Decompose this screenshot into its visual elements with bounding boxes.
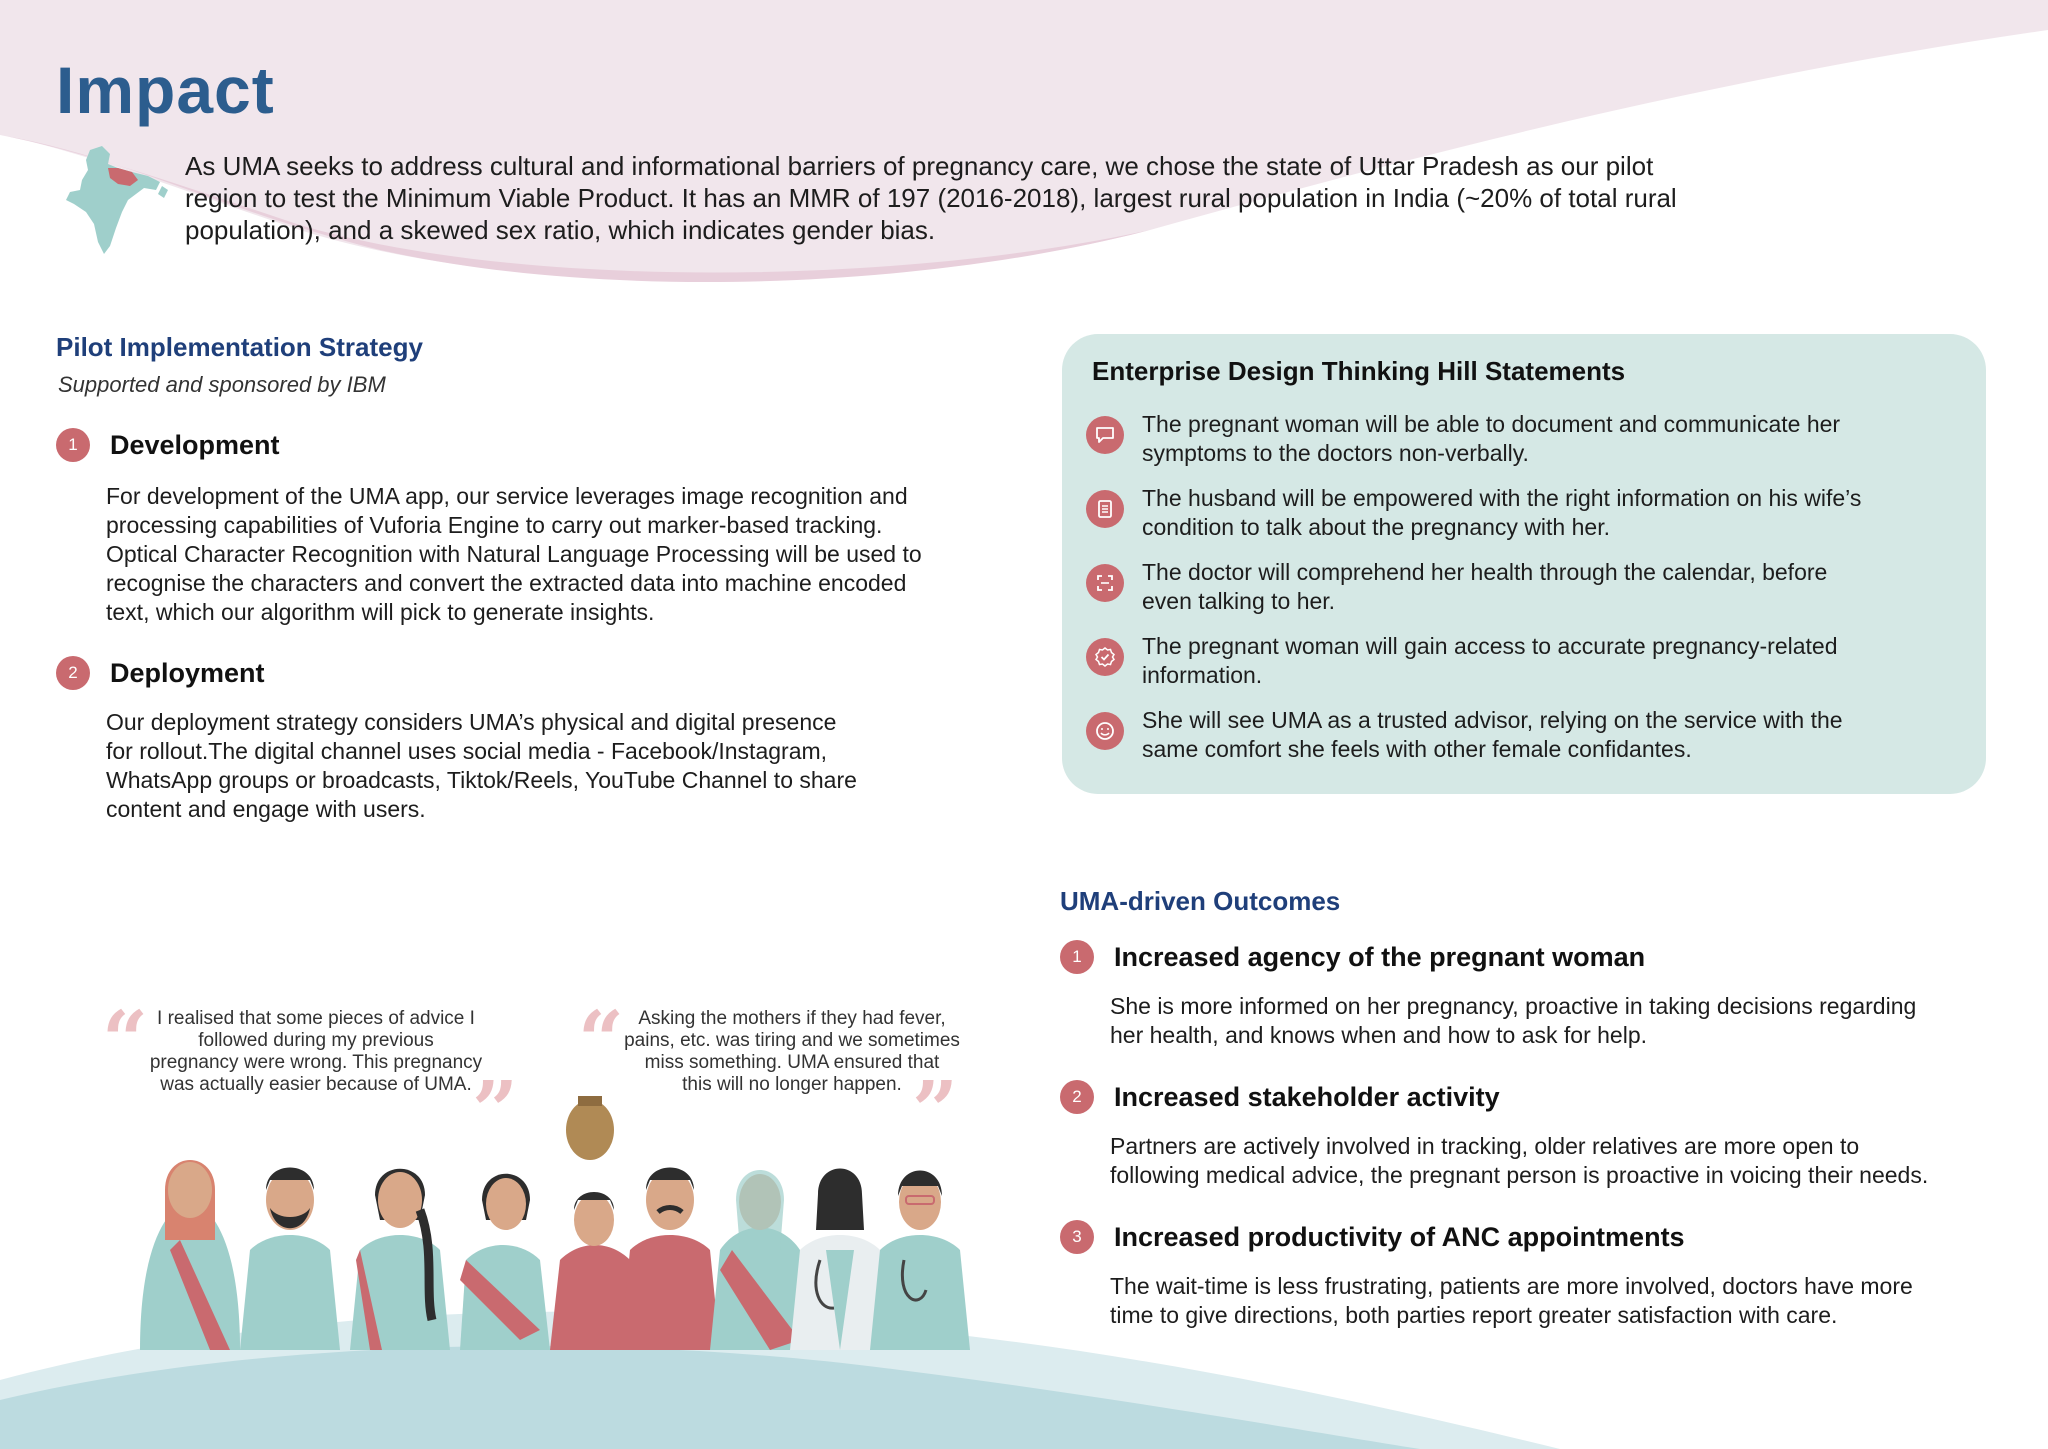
quote-patient <box>136 1008 496 1096</box>
text-line: text, which our algorithm will pick to generate insights. <box>106 599 655 625</box>
outcome-title: Increased stakeholder activity <box>1114 1081 1500 1112</box>
person-man-icon <box>240 1168 340 1351</box>
step-number-badge: 1 <box>56 428 90 462</box>
hill-statements-card <box>1062 334 1986 794</box>
hill-item <box>1086 706 1942 764</box>
hill-text-line: The pregnant woman will gain access to accurate pregnancy-related <box>1142 633 1838 659</box>
quote-line: followed during my previous <box>198 1030 434 1051</box>
verified-badge-icon <box>1086 638 1124 676</box>
text-line: following medical advice, the pregnant person is proactive in voicing their needs. <box>1110 1162 1929 1188</box>
document-icon <box>1086 490 1124 528</box>
page-title: Impact <box>56 53 275 127</box>
intro-text: As UMA seeks to address cultural and informational barriers of pregnancy care, we chose the state of Uttar Pradesh as our pilot region to test the Minimum Viable Product. It has an MMR of 197 (2016-2018), largest rural population in India (~20% of total rural population), and a skewed sex ratio, which indicates gender bias. <box>185 151 1677 245</box>
hill-text-line: She will see UMA as a trusted advisor, relying on the service with the <box>1142 707 1843 733</box>
hill-text-line: The husband will be empowered with the right information on his wife’s <box>1142 485 1862 511</box>
smile-icon <box>1086 712 1124 750</box>
hill-text-line: information. <box>1142 662 1263 688</box>
close-quote-icon: ” <box>912 1063 959 1157</box>
pilot-section-title: Pilot Implementation Strategy <box>56 332 423 362</box>
person-nurse-icon <box>870 1171 970 1351</box>
text-line: for rollout.The digital channel uses social media - Facebook/Instagram, <box>106 738 828 764</box>
quote-line: this will no longer happen. <box>682 1074 902 1095</box>
outcome-number-badge: 3 <box>1060 1220 1094 1254</box>
hill-text-line: same comfort she feels with other female confidantes. <box>1142 736 1692 762</box>
india-map-icon <box>52 142 172 262</box>
hill-text-line: condition to talk about the pregnancy with her. <box>1142 514 1610 540</box>
text-line: time to give directions, both parties report greater satisfaction with care. <box>1110 1302 1838 1328</box>
outcome-title: Increased productivity of ANC appointments <box>1114 1221 1685 1252</box>
close-quote-icon: ” <box>472 1063 519 1157</box>
hill-item <box>1086 484 1942 542</box>
open-quote-icon: “ <box>578 993 625 1087</box>
hill-text-line: The doctor will comprehend her health through the calendar, before <box>1142 559 1828 585</box>
person-woman-icon <box>460 1174 550 1350</box>
text-line: her health, and knows when and how to ask for help. <box>1110 1022 1648 1048</box>
person-man-icon <box>620 1168 720 1351</box>
step-title: Deployment <box>110 657 265 688</box>
quote-line: was actually easier because of UMA. <box>160 1074 472 1095</box>
hill-item <box>1086 632 1942 690</box>
quote-line: I realised that some pieces of advice I <box>157 1008 475 1029</box>
outcome-stakeholder <box>1060 1080 1500 1114</box>
quote-line: Asking the mothers if they had fever, <box>638 1008 946 1029</box>
step-deployment-text <box>106 708 1006 824</box>
outcome-agency <box>1060 940 1645 974</box>
hill-statements-title: Enterprise Design Thinking Hill Statements <box>1092 356 1626 386</box>
step-development <box>56 428 280 462</box>
text-line: Our deployment strategy considers UMA’s physical and digital presence <box>106 709 837 735</box>
outcome-productivity-text <box>1110 1272 2030 1330</box>
outcome-productivity <box>1060 1220 1685 1254</box>
quote-line: miss something. UMA ensured that <box>644 1052 940 1073</box>
outcome-agency-text <box>1110 992 2010 1050</box>
quote-line: pregnancy were wrong. This pregnancy <box>149 1052 483 1073</box>
text-line: Optical Character Recognition with Natural Language Processing will be used to <box>106 541 922 567</box>
community-illustration <box>120 1090 1000 1350</box>
person-elder-woman-icon <box>140 1160 240 1350</box>
outcome-number-badge: 1 <box>1060 940 1094 974</box>
hill-item <box>1086 558 1942 616</box>
text-line: content and engage with users. <box>106 796 426 822</box>
outcome-number-badge: 2 <box>1060 1080 1094 1114</box>
step-number-badge: 2 <box>56 656 90 690</box>
scan-icon <box>1086 564 1124 602</box>
text-line: processing capabilities of Vuforia Engine to carry out marker-based tracking. <box>106 512 883 538</box>
hill-text-line: The pregnant woman will be able to document and communicate her <box>1142 411 1841 437</box>
text-line: The wait-time is less frustrating, patients are more involved, doctors have more <box>1110 1273 1913 1299</box>
outcomes-section-title: UMA-driven Outcomes <box>1060 886 1341 916</box>
chat-bubble-icon <box>1086 416 1124 454</box>
text-line: For development of the UMA app, our service leverages image recognition and <box>106 483 908 509</box>
step-deployment <box>56 656 265 690</box>
step-development-text <box>106 482 1006 627</box>
pilot-subtitle: Supported and sponsored by IBM <box>58 372 386 397</box>
hill-text-line: symptoms to the doctors non-verbally. <box>1142 440 1529 466</box>
text-line: recognise the characters and convert the extracted data into machine encoded <box>106 570 907 596</box>
hill-text-line: even talking to her. <box>1142 588 1336 614</box>
text-line: She is more informed on her pregnancy, proactive in taking decisions regarding <box>1110 993 1917 1019</box>
text-line: WhatsApp groups or broadcasts, Tiktok/Reels, YouTube Channel to share <box>106 767 857 793</box>
person-woman-icon <box>350 1169 450 1350</box>
text-line: Partners are actively involved in tracking, older relatives are more open to <box>1110 1133 1860 1159</box>
outcome-stakeholder-text <box>1110 1132 2030 1190</box>
outcome-title: Increased agency of the pregnant woman <box>1114 941 1646 972</box>
step-title: Development <box>110 429 280 460</box>
quote-line: pains, etc. was tiring and we sometimes <box>624 1030 960 1051</box>
open-quote-icon: “ <box>102 993 149 1087</box>
hill-item <box>1086 410 1942 468</box>
